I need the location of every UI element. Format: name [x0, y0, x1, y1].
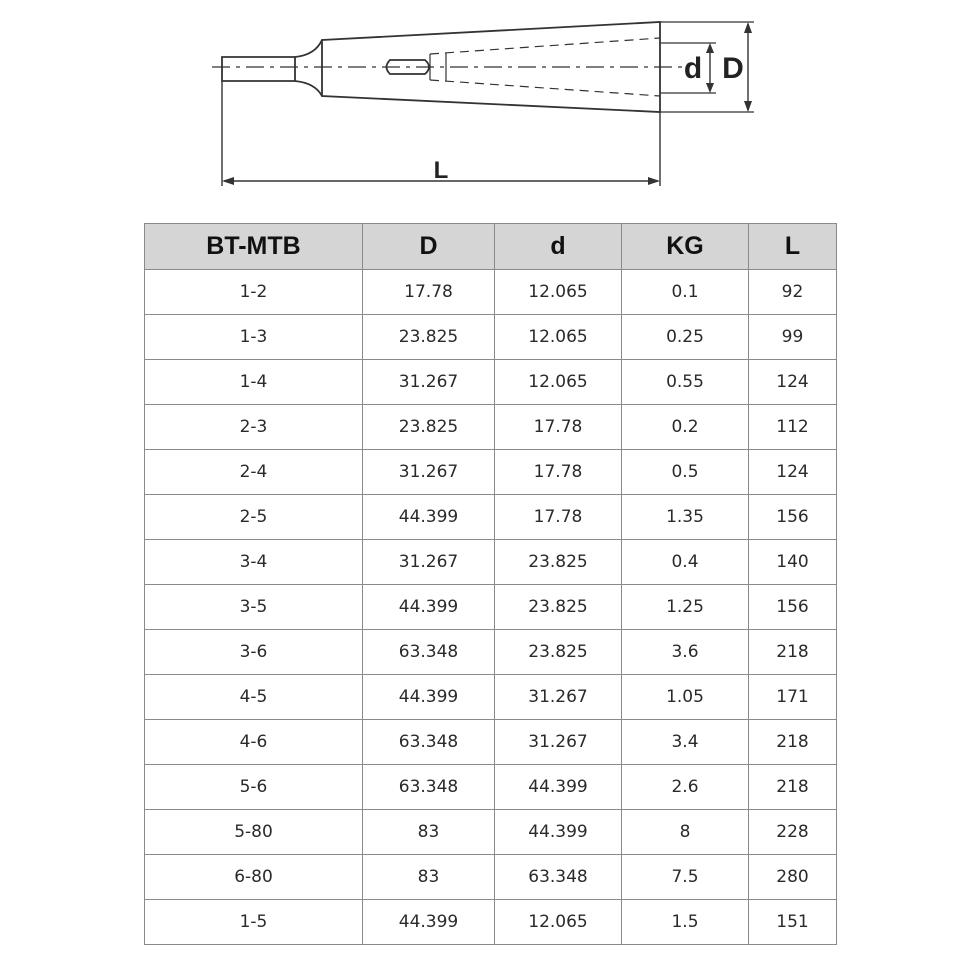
- cell-inner-diameter: 23.825: [495, 540, 622, 585]
- table-row: [145, 810, 837, 855]
- column-header-length: L: [749, 224, 837, 270]
- cell-length: 218: [749, 630, 837, 675]
- cell-inner-diameter: 17.78: [495, 405, 622, 450]
- cell-inner-diameter: 23.825: [495, 630, 622, 675]
- cell-weight: 1.35: [622, 495, 749, 540]
- cell-length: 112: [749, 405, 837, 450]
- cell-inner-diameter: 12.065: [495, 900, 622, 945]
- cell-model: 2-4: [145, 450, 363, 495]
- cell-weight: 2.6: [622, 765, 749, 810]
- cell-model: 1-4: [145, 360, 363, 405]
- cell-model: 5-80: [145, 810, 363, 855]
- table-row: [145, 720, 837, 765]
- cell-inner-diameter: 44.399: [495, 810, 622, 855]
- arrow-D-top: [744, 22, 752, 33]
- table-row: [145, 585, 837, 630]
- inner-bore-top: [430, 38, 660, 54]
- cell-outer-diameter: 31.267: [363, 450, 495, 495]
- table-row: [145, 450, 837, 495]
- arrow-D-bottom: [744, 101, 752, 112]
- cell-model: 5-6: [145, 765, 363, 810]
- cell-outer-diameter: 23.825: [363, 405, 495, 450]
- cell-weight: 3.6: [622, 630, 749, 675]
- column-header-inner-diameter: d: [495, 224, 622, 270]
- cell-length: 92: [749, 270, 837, 315]
- sleeve-neck: [295, 40, 322, 96]
- table-row: [145, 540, 837, 585]
- cell-outer-diameter: 17.78: [363, 270, 495, 315]
- arrow-L-left: [222, 177, 234, 185]
- cell-outer-diameter: 63.348: [363, 720, 495, 765]
- cell-weight: 1.05: [622, 675, 749, 720]
- cell-weight: 8: [622, 810, 749, 855]
- table-body: [145, 270, 837, 945]
- cell-inner-diameter: 17.78: [495, 495, 622, 540]
- arrow-L-right: [648, 177, 660, 185]
- cell-length: 218: [749, 765, 837, 810]
- cell-model: 6-80: [145, 855, 363, 900]
- cell-weight: 7.5: [622, 855, 749, 900]
- cell-weight: 0.5: [622, 450, 749, 495]
- cell-inner-diameter: 31.267: [495, 675, 622, 720]
- cell-inner-diameter: 23.825: [495, 585, 622, 630]
- cell-weight: 0.2: [622, 405, 749, 450]
- cell-outer-diameter: 23.825: [363, 315, 495, 360]
- cell-model: 1-5: [145, 900, 363, 945]
- column-header-outer-diameter: D: [363, 224, 495, 270]
- cell-outer-diameter: 44.399: [363, 585, 495, 630]
- cell-model: 3-5: [145, 585, 363, 630]
- cell-inner-diameter: 12.065: [495, 360, 622, 405]
- cell-model: 3-6: [145, 630, 363, 675]
- cell-weight: 1.25: [622, 585, 749, 630]
- cell-outer-diameter: 83: [363, 810, 495, 855]
- cell-length: 140: [749, 540, 837, 585]
- table-row: [145, 360, 837, 405]
- table-row: [145, 495, 837, 540]
- table-row: [145, 630, 837, 675]
- cell-inner-diameter: 44.399: [495, 765, 622, 810]
- cell-length: 124: [749, 360, 837, 405]
- cell-outer-diameter: 44.399: [363, 495, 495, 540]
- cell-weight: 0.4: [622, 540, 749, 585]
- cell-model: 2-5: [145, 495, 363, 540]
- cell-inner-diameter: 17.78: [495, 450, 622, 495]
- arrow-d-bottom: [706, 83, 714, 93]
- cell-weight: 1.5: [622, 900, 749, 945]
- arrow-d-top: [706, 43, 714, 53]
- cell-weight: 0.55: [622, 360, 749, 405]
- cell-model: 1-3: [145, 315, 363, 360]
- table-row: [145, 405, 837, 450]
- cell-model: 2-3: [145, 405, 363, 450]
- cell-length: 156: [749, 585, 837, 630]
- table-header-row: [145, 224, 837, 270]
- column-header-weight: KG: [622, 224, 749, 270]
- table-row: [145, 900, 837, 945]
- cell-model: 4-5: [145, 675, 363, 720]
- cell-outer-diameter: 31.267: [363, 540, 495, 585]
- cell-outer-diameter: 83: [363, 855, 495, 900]
- cell-length: 99: [749, 315, 837, 360]
- cell-inner-diameter: 12.065: [495, 270, 622, 315]
- cell-model: 1-2: [145, 270, 363, 315]
- cell-weight: 0.25: [622, 315, 749, 360]
- cell-outer-diameter: 44.399: [363, 900, 495, 945]
- dimension-label-d: d: [683, 52, 703, 85]
- cell-length: 228: [749, 810, 837, 855]
- cell-outer-diameter: 44.399: [363, 675, 495, 720]
- cell-length: 151: [749, 900, 837, 945]
- cell-length: 156: [749, 495, 837, 540]
- dimension-label-D: D: [722, 52, 744, 85]
- cell-length: 171: [749, 675, 837, 720]
- cell-length: 280: [749, 855, 837, 900]
- cell-weight: 3.4: [622, 720, 749, 765]
- cell-outer-diameter: 63.348: [363, 630, 495, 675]
- spec-table: [144, 223, 837, 945]
- cell-length: 218: [749, 720, 837, 765]
- cell-weight: 0.1: [622, 270, 749, 315]
- table-row: [145, 675, 837, 720]
- table-row: [145, 855, 837, 900]
- table-row: [145, 765, 837, 810]
- column-header-model: BT-MTB: [145, 224, 363, 270]
- cell-model: 4-6: [145, 720, 363, 765]
- sleeve-technical-drawing: [0, 0, 980, 200]
- cell-model: 3-4: [145, 540, 363, 585]
- dimension-label-L: L: [433, 157, 449, 184]
- inner-bore-bottom: [430, 80, 660, 96]
- table-row: [145, 315, 837, 360]
- cell-outer-diameter: 63.348: [363, 765, 495, 810]
- cell-inner-diameter: 31.267: [495, 720, 622, 765]
- cell-length: 124: [749, 450, 837, 495]
- table-row: [145, 270, 837, 315]
- sleeve-tang: [222, 57, 295, 81]
- cell-inner-diameter: 63.348: [495, 855, 622, 900]
- cell-outer-diameter: 31.267: [363, 360, 495, 405]
- cell-inner-diameter: 12.065: [495, 315, 622, 360]
